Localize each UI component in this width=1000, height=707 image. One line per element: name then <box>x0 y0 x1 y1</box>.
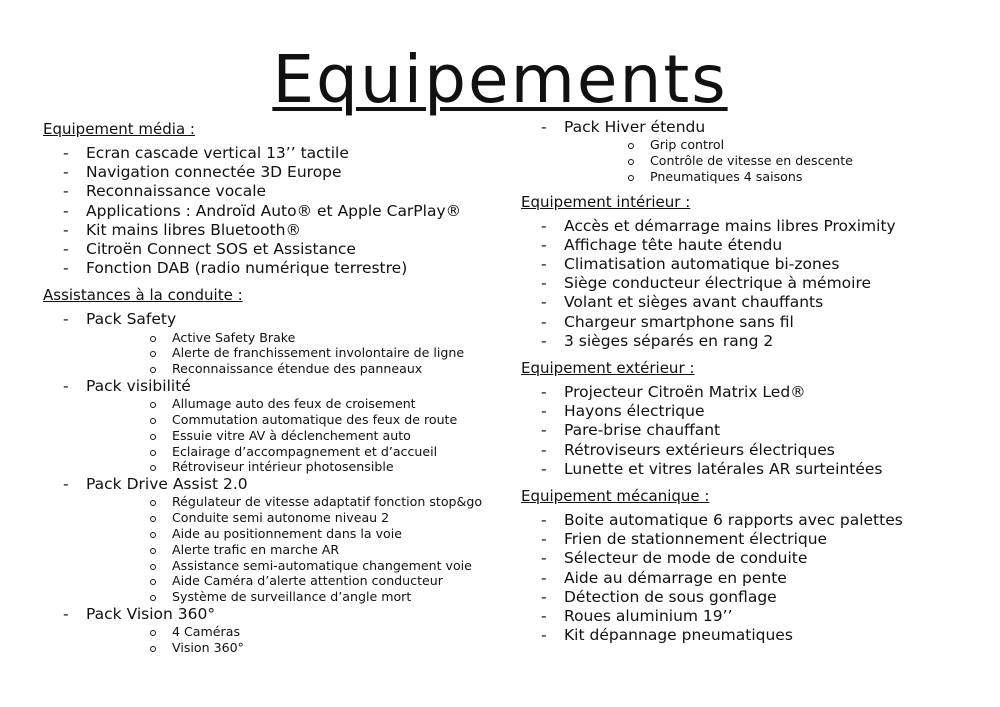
sub-list-item: Grip control <box>564 137 981 153</box>
list-item-label: Ecran cascade vertical 13’’ tactile <box>86 144 349 162</box>
list-item-label: Pare-brise chauffant <box>564 421 721 440</box>
list-item-label: Navigation connectée 3D Europe <box>86 163 342 182</box>
list-item <box>521 217 981 236</box>
list-item-label: Projecteur Citroën Matrix Led® <box>564 383 806 402</box>
list-item-label: Détection de sous gonflage <box>564 587 777 606</box>
list-item <box>521 118 981 185</box>
sub-item-list <box>86 396 493 475</box>
sub-list-item: Aide Caméra d’alerte attention conducteur <box>86 573 493 589</box>
sub-list-item: 4 Caméras <box>86 624 493 640</box>
list-item-label: Sélecteur de mode de conduite <box>564 549 808 568</box>
list-item-label: Roues aluminium 19’’ <box>564 607 733 626</box>
list-item-label: Kit mains libres Bluetooth® <box>86 220 301 239</box>
list-item <box>521 588 981 607</box>
sub-list-item: Essuie vitre AV à déclenchement auto <box>86 428 493 444</box>
sub-list-item: Allumage auto des feux de croisement <box>86 396 493 412</box>
list-item <box>521 383 981 402</box>
list-item <box>43 221 493 240</box>
sub-list-item: Alerte de franchissement involontaire de ligne <box>86 345 493 361</box>
sub-list-item: Active Safety Brake <box>86 330 493 346</box>
list-item <box>43 310 493 377</box>
list-item <box>43 475 493 605</box>
list-item <box>43 202 493 221</box>
list-item <box>43 144 493 163</box>
list-item <box>43 259 493 278</box>
list-item-label: Pack Safety <box>86 310 177 329</box>
page-title: Equipements <box>272 41 728 118</box>
sub-list-item: Commutation automatique des feux de route <box>86 412 493 428</box>
item-list <box>43 144 493 278</box>
sub-list-item: Rétroviseur intérieur photosensible <box>86 459 493 475</box>
list-item <box>521 460 981 479</box>
sub-list-item: Vision 360° <box>86 640 493 656</box>
list-item <box>521 569 981 588</box>
list-item-label: Chargeur smartphone sans fil <box>564 312 794 331</box>
list-item-label: Fonction DAB (radio numérique terrestre) <box>86 259 408 278</box>
list-item <box>521 441 981 460</box>
list-item-label: Rétroviseurs extérieurs électriques <box>564 440 835 459</box>
sub-item-list <box>86 494 493 605</box>
list-item <box>43 240 493 259</box>
sub-list-item: Système de surveillance d’angle mort <box>86 589 493 605</box>
sub-list-item: Eclairage d’accompagnement et d’accueil <box>86 444 493 460</box>
list-item <box>521 607 981 626</box>
section-heading: Equipement mécanique : <box>521 487 710 506</box>
right-column <box>521 118 981 645</box>
pack-hiver-list <box>521 118 981 185</box>
sub-list-item: Conduite semi autonome niveau 2 <box>86 510 493 526</box>
list-item-label: Applications : Androïd Auto® et Apple CarPlay® <box>86 201 462 220</box>
list-item <box>43 605 493 656</box>
sub-item-list <box>86 624 493 656</box>
list-item-label: 3 sièges séparés en rang 2 <box>564 331 774 350</box>
section-heading: Assistances à la conduite : <box>43 286 243 305</box>
section-heading: Equipement extérieur : <box>521 359 695 378</box>
list-item-label: Reconnaissance vocale <box>86 182 267 201</box>
list-item <box>521 549 981 568</box>
item-list <box>521 217 981 351</box>
list-item <box>521 293 981 312</box>
list-item <box>521 530 981 549</box>
list-item-label: Accès et démarrage mains libres Proximity <box>564 216 896 235</box>
section-heading: Equipement intérieur : <box>521 192 691 211</box>
sub-list-item: Régulateur de vitesse adaptatif fonction stop&go <box>86 494 493 510</box>
list-item <box>521 313 981 332</box>
list-item <box>521 511 981 530</box>
list-item-label: Hayons électrique <box>564 402 705 421</box>
list-item <box>43 377 493 475</box>
item-list <box>43 310 493 655</box>
list-item-label: Frien de stationnement électrique <box>564 530 828 549</box>
item-list <box>521 511 981 645</box>
list-item-label: Pack Vision 360° <box>86 604 216 623</box>
list-item-label: Climatisation automatique bi-zones <box>564 255 840 273</box>
list-item <box>43 182 493 201</box>
list-item-label: Pack Drive Assist 2.0 <box>86 475 248 494</box>
list-item <box>521 402 981 421</box>
list-item-label: Siège conducteur électrique à mémoire <box>564 274 872 293</box>
sub-list-item: Pneumatiques 4 saisons <box>564 169 981 185</box>
list-item-label: Lunette et vitres latérales AR surteintées <box>564 459 883 478</box>
item-list <box>521 383 981 479</box>
list-item-label: Boite automatique 6 rapports avec palettes <box>564 511 903 530</box>
list-item-label: Pack visibilité <box>86 377 191 396</box>
sub-list-item: Aide au positionnement dans la voie <box>86 526 493 542</box>
list-item-label: Kit dépannage pneumatiques <box>564 626 793 645</box>
list-item <box>521 332 981 351</box>
list-item <box>43 163 493 182</box>
list-item <box>521 236 981 255</box>
sub-list-item: Contrôle de vitesse en descente <box>564 153 981 169</box>
list-item <box>521 421 981 440</box>
sub-list-item: Assistance semi-automatique changement voie <box>86 558 493 574</box>
sub-list-item: Alerte trafic en marche AR <box>86 542 493 558</box>
list-item <box>521 626 981 645</box>
list-item <box>521 274 981 293</box>
list-item <box>521 255 981 274</box>
list-item-label: Affichage tête haute étendu <box>564 235 783 254</box>
left-column <box>43 120 493 656</box>
sub-list-item: Reconnaissance étendue des panneaux <box>86 361 493 377</box>
pack-hiver-subitems <box>564 137 981 184</box>
list-item-label: Citroën Connect SOS et Assistance <box>86 240 356 259</box>
sub-item-list <box>86 330 493 377</box>
list-item-label: Volant et sièges avant chauffants <box>564 293 824 312</box>
section-heading: Equipement média : <box>43 120 195 138</box>
list-item-label: Pack Hiver étendu <box>564 118 706 136</box>
list-item-label: Aide au démarrage en pente <box>564 568 787 587</box>
